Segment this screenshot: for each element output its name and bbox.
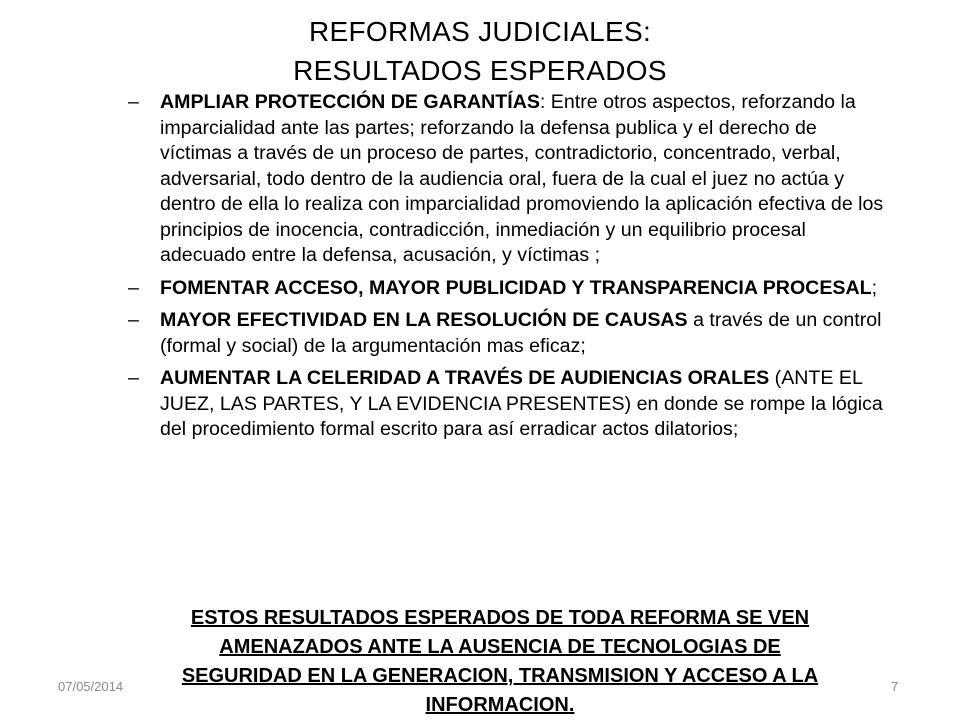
page-number: 7 — [891, 679, 899, 694]
bullet-heading: MAYOR EFECTIVIDAD EN LA RESOLUCIÓN DE CAUSAS — [160, 309, 688, 331]
bullet-dash: – — [128, 309, 139, 331]
bullet-item-garantias — [128, 90, 888, 269]
bullet-list — [128, 90, 888, 450]
bullet-dash: – — [128, 276, 139, 299]
bullet-heading: AUMENTAR LA CELERIDAD A TRAVÉS DE AUDIENCIAS ORALES — [160, 367, 770, 389]
bullet-text: ; — [871, 276, 878, 299]
bullet-text: a través de un control (formal y social) de la argumentación mas eficaz; — [160, 309, 882, 357]
bullet-dash: – — [128, 367, 139, 389]
conclusion-statement: ESTOS RESULTADOS ESPERADOS DE TODA REFORMA SE VEN AMENAZADOS ANTE LA AUSENCIA DE TECNOLOGIAS DE SEGURIDAD EN LA GENERACION, TRANSMISION Y ACCESO A LA INFORMACION. — [181, 607, 819, 716]
bullet-heading: FOMENTAR ACCESO, MAYOR PUBLICIDAD Y TRANSPARENCIA PROCESAL — [160, 276, 872, 299]
bullet-text: : Entre otros aspectos, reforzando la imparcialidad ante las partes; reforzando la defensa publica y el derecho de víctimas a través de un proceso de partes, contradictorio, concentrado, verbal, adversarial, todo dentro de la audiencia oral, fuera de la cual el juez no actúa y dentro de ella lo realiza con imparcialidad promoviendo la aplicación efectiva de los principios de inocencia, contradicción, inmediación y un equilibrio procesal adecuado entre la defensa, acusación, y víctimas ; — [160, 91, 884, 266]
slide-title-line-2: RESULTADOS ESPERADOS — [293, 55, 667, 86]
slide-title-line-1: REFORMAS JUDICIALES: — [308, 16, 652, 47]
bullet-item-efectividad — [128, 308, 888, 359]
bullet-item-acceso — [128, 276, 888, 302]
bullet-item-celeridad — [128, 366, 888, 443]
footer-date: 07/05/2014 — [58, 679, 124, 694]
bullet-dash: – — [128, 91, 139, 113]
bullet-text: (ANTE EL JUEZ, LAS PARTES, Y LA EVIDENCIA PRESENTES) en donde se rompe la lógica del procedimiento formal escrito para así erradicar actos dilatorios; — [160, 367, 883, 440]
bullet-heading: AMPLIAR PROTECCIÓN DE GARANTÍAS — [160, 91, 540, 113]
